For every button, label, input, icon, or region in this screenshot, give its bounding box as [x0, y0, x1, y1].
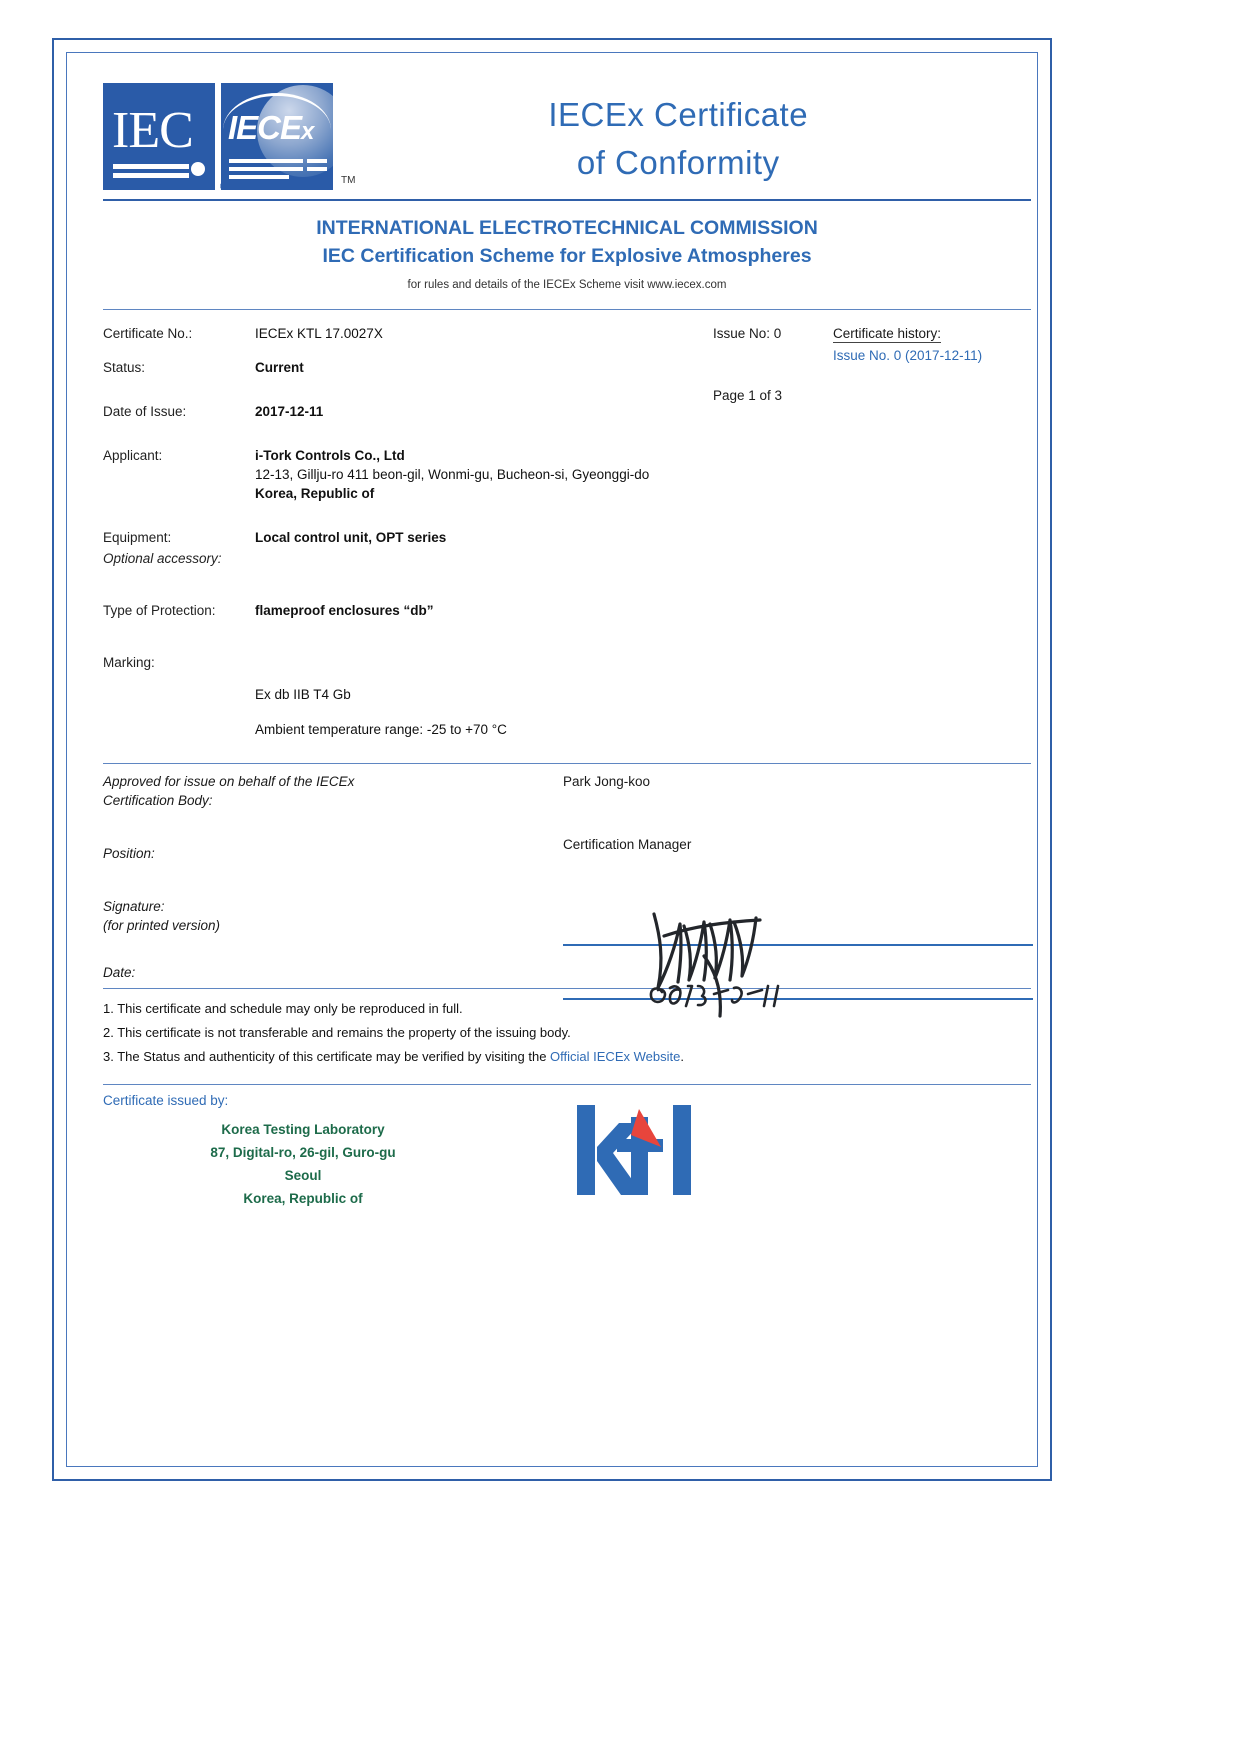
- organisation-block: [103, 201, 1031, 299]
- logo-group: [103, 75, 355, 190]
- optional-accessory-label: Optional accessory:: [103, 551, 222, 567]
- iecex-line-right-2: [307, 167, 327, 171]
- iec-logo-dot: [191, 162, 205, 176]
- certificate-content: [103, 75, 1031, 1233]
- certificate-history-label: Certificate history:: [833, 326, 942, 342]
- scheme-name: IEC Certification Scheme for Explosive Atmospheres: [322, 244, 812, 267]
- applicant-country: Korea, Republic of: [255, 486, 375, 502]
- marking-code: Ex db IIB T4 Gb: [255, 687, 351, 703]
- issue-number: Issue No: 0: [713, 326, 782, 342]
- type-of-protection-label: Type of Protection:: [103, 603, 216, 619]
- approved-for-issue-label-1: Approved for issue on behalf of the IECEx: [103, 774, 355, 790]
- signature-label: Signature:: [103, 899, 165, 915]
- iec-logo-icon: [103, 83, 215, 190]
- page-number: Page 1 of 3: [713, 388, 783, 404]
- date-label: Date:: [103, 965, 136, 981]
- marking-label: Marking:: [103, 655, 155, 671]
- ktl-logo-icon: [573, 1103, 753, 1199]
- scheme-reference: for rules and details of the IECEx Scheme visit www.iecex.com: [407, 279, 727, 292]
- spacer: [103, 621, 1031, 655]
- title-line-1: IECEx Certificate: [548, 96, 809, 133]
- certificate-history: [833, 326, 1033, 363]
- applicant-label: Applicant:: [103, 448, 163, 464]
- certificate-fields: [103, 310, 1031, 737]
- iecex-line-2: [229, 167, 303, 171]
- certificate-inner-border: [66, 52, 1038, 1467]
- position-label: Position:: [103, 846, 155, 862]
- signature-values: [563, 774, 1033, 1000]
- signer-name: Park Jong-koo: [563, 774, 651, 790]
- trademark-mark: TM: [341, 175, 356, 186]
- signature-labels: [103, 774, 533, 980]
- iecex-logo-text: IECEx: [228, 109, 314, 146]
- spacer: [103, 378, 1031, 404]
- signature-sub-label: (for printed version): [103, 918, 221, 934]
- iecex-logo-icon: [221, 83, 333, 190]
- issuer-city: Seoul: [284, 1167, 322, 1183]
- date-line: [563, 998, 1033, 1000]
- equipment-value: Local control unit, OPT series: [255, 530, 447, 546]
- issuer-label: Certificate issued by:: [103, 1092, 229, 1108]
- note-2: 2. This certificate is not transferable and remains the property of the issuing body.: [103, 1025, 571, 1041]
- title-line-2: of Conformity: [576, 143, 780, 181]
- official-iecex-website-link[interactable]: Official IECEx Website: [550, 1049, 681, 1065]
- status-value: Current: [255, 360, 304, 376]
- field-equipment: [103, 530, 1031, 545]
- signer-position: Certification Manager: [563, 837, 692, 853]
- note-3-text: 3. The Status and authenticity of this certificate may be verified by visiting the: [103, 1049, 551, 1065]
- type-of-protection-value: flameproof enclosures “db”: [255, 603, 434, 619]
- certificate-page: [52, 38, 1052, 1481]
- status-label: Status:: [103, 360, 146, 376]
- issuer-country: Korea, Republic of: [243, 1191, 363, 1207]
- issuer-section: [103, 1085, 1031, 1233]
- signature-section: [103, 764, 1031, 984]
- certificate-history-item[interactable]: Issue No. 0 (2017-12-11): [833, 348, 983, 364]
- spacer: [103, 422, 1031, 448]
- iec-logo-bar-top: [113, 164, 189, 169]
- marking-ambient-temperature: Ambient temperature range: -25 to +70 °C: [255, 722, 507, 738]
- iecex-line-1: [229, 159, 303, 163]
- certificate-header: [103, 75, 1031, 193]
- iecex-line-right-1: [307, 159, 327, 163]
- iec-logo-bar-bottom: [113, 173, 189, 178]
- issuer-street: 87, Digital-ro, 26-gil, Guro-gu: [210, 1144, 396, 1160]
- applicant-name: i-Tork Controls Co., Ltd: [255, 448, 405, 464]
- note-3: [103, 1045, 1031, 1069]
- applicant-details: [255, 448, 649, 501]
- approved-for-issue-label-2: Certification Body:: [103, 793, 213, 809]
- date-of-issue-label: Date of Issue:: [103, 404, 187, 420]
- certificate-no-label: Certificate No.:: [103, 326, 193, 342]
- issuer-address-block: [103, 1118, 503, 1211]
- certificate-notes: [103, 989, 1031, 1069]
- equipment-label: Equipment:: [103, 530, 172, 546]
- certificate-title: [355, 75, 1031, 187]
- field-marking: [103, 655, 1031, 670]
- note-1: 1. This certificate and schedule may only be reproduced in full.: [103, 1001, 463, 1017]
- issuer-name: Korea Testing Laboratory: [221, 1121, 385, 1137]
- field-applicant: [103, 448, 1031, 501]
- field-date-of-issue: [103, 404, 1031, 419]
- note-3-period: .: [680, 1049, 684, 1065]
- certificate-no-value: IECEx KTL 17.0027X: [255, 326, 383, 342]
- date-of-issue-value: 2017-12-11: [255, 404, 324, 420]
- spacer: [103, 504, 1031, 530]
- applicant-address: 12-13, Gillju-ro 411 beon-gil, Wonmi-gu, Bucheon-si, Gyeonggi-do: [255, 467, 650, 483]
- iecex-line-3: [229, 175, 289, 179]
- spacer: [103, 569, 1031, 603]
- field-type-of-protection: [103, 603, 1031, 618]
- marking-values: [103, 673, 1031, 737]
- organisation-name: INTERNATIONAL ELECTROTECHNICAL COMMISSION: [316, 217, 818, 239]
- field-optional-accessory: [103, 551, 1031, 566]
- iec-logo-text: IEC: [112, 102, 193, 159]
